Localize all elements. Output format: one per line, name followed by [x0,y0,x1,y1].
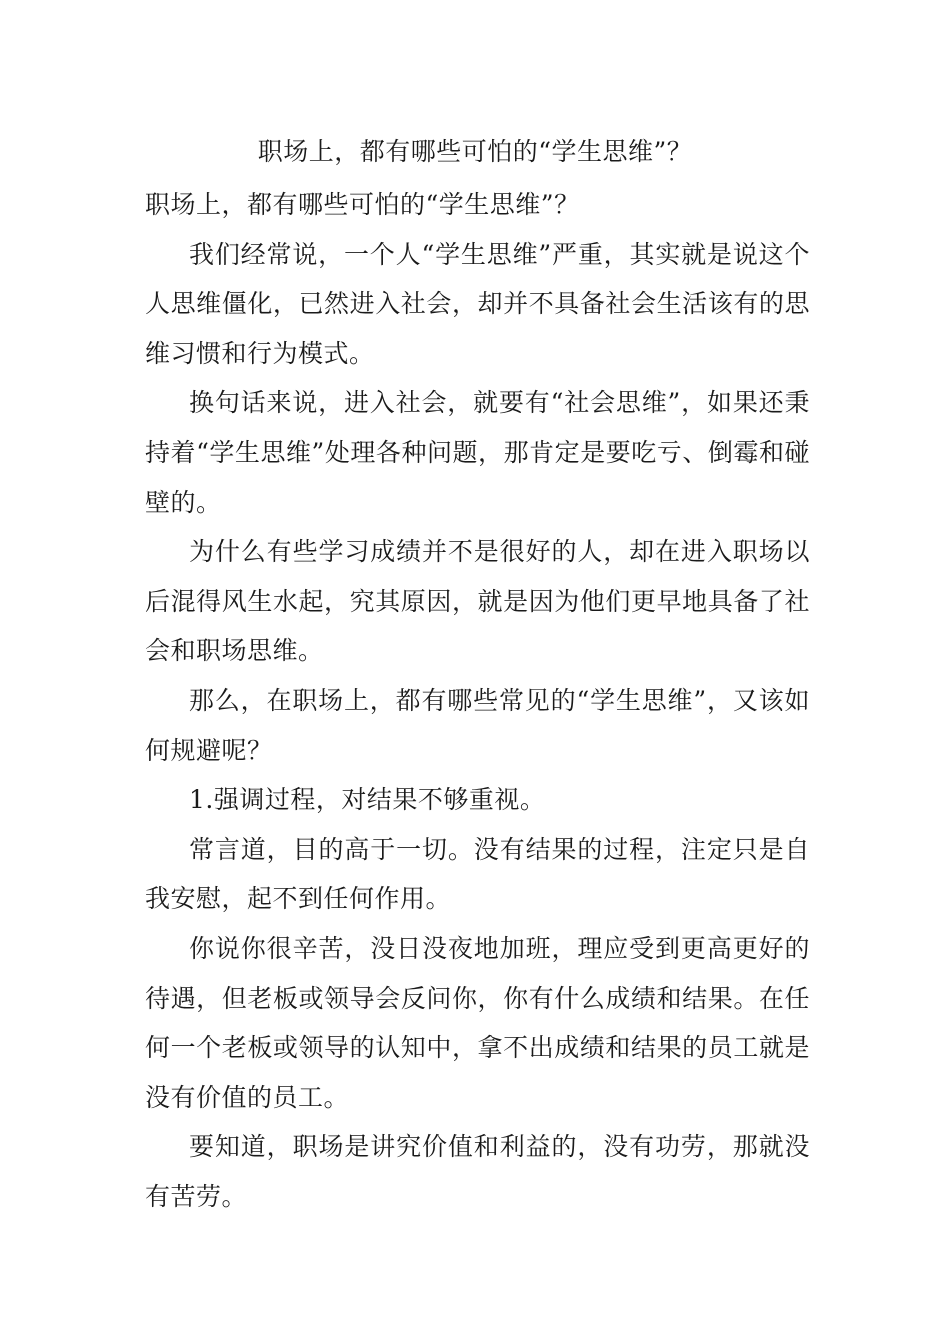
paragraph: 那么，在职场上，都有哪些常见的“学生思维”，又该如何规避呢？ [145,685,810,765]
paragraph-heading: 职场上，都有哪些可怕的“学生思维”？ [145,190,580,219]
section-heading: 1.强调过程，对结果不够重视。 [189,785,546,815]
paragraph: 常言道，目的高于一切。没有结果的过程，注定只是自我安慰，起不到任何作用。 [145,834,810,914]
document-title: 职场上，都有哪些可怕的“学生思维”？ [257,137,693,166]
paragraph: 为什么有些学习成绩并不是很好的人，却在进入职场以后混得风生水起，究其原因，就是因为他们更早地具备了社会和职场思维。 [145,537,810,666]
paragraph: 换句话来说，进入社会，就要有“社会思维”，如果还秉持着“学生思维”处理各种问题，那肯定是要吃亏、倒霉和碰壁的。 [145,388,810,517]
paragraph: 我们经常说，一个人“学生思维”严重，其实就是说这个人思维僵化，已然进入社会，却并不具备社会生活该有的思维习惯和行为模式。 [145,239,810,368]
document-body [145,180,810,1221]
paragraph: 要知道，职场是讲究价值和利益的，没有功劳，那就没有苦劳。 [145,1132,810,1211]
paragraph: 你说你很辛苦，没日没夜地加班，理应受到更高更好的待遇，但老板或领导会反问你，你有什么成绩和结果。在任何一个老板或领导的认知中，拿不出成绩和结果的员工就是没有价值的员工。 [145,933,810,1112]
